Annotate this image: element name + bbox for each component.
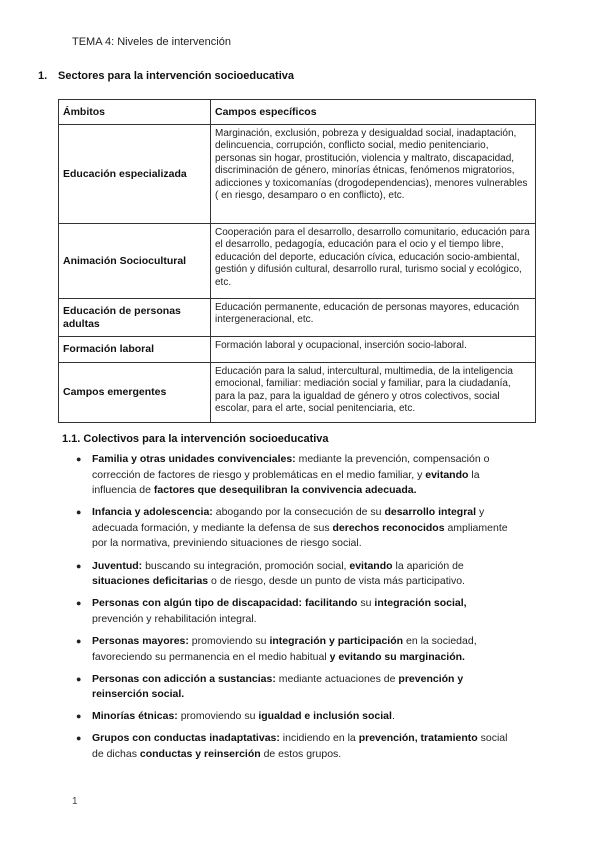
text: incidiendo en la	[279, 732, 359, 745]
bold-text: factores que desequilibran la convivencia adecuada.	[153, 484, 417, 497]
text: la influencia de	[92, 468, 480, 497]
bullet-icon: ●	[76, 733, 82, 744]
bold-text: situaciones deficitarias	[92, 575, 209, 588]
text: la aparición de	[392, 559, 464, 572]
text: su	[357, 597, 375, 610]
table-row	[59, 299, 536, 337]
text: .	[391, 710, 395, 723]
table-header-row	[59, 100, 536, 125]
text: y adecuada formación, y mediante la defensa de sus	[92, 506, 485, 534]
campos-cell: Marginación, exclusión, pobreza y desigualdad social, inadaptación, delincuencia, corrupción, conflicto social, medio penitenciario, personas sin hogar, prostitución, violencia y maltrato, discapacidad, discriminación de género, minorías étnicas, fenómenos migratorios, adicciones y toxicomanías (drogodependencias), menores vulnerables ( en riesgo, desamparo o en conflicto), etc.	[211, 125, 536, 224]
bullet-icon: ●	[76, 598, 82, 609]
ambito-cell: Formación laboral	[59, 337, 211, 363]
list-item	[0, 505, 600, 552]
list-item	[0, 559, 600, 590]
table-row	[59, 125, 536, 224]
bold-text: evitando	[349, 559, 393, 572]
text: promoviendo su	[188, 634, 270, 647]
bullet-icon: ●	[76, 560, 82, 571]
page-number: 1	[72, 796, 78, 807]
bold-text: Personas con adicción a sustancias:	[92, 672, 276, 685]
bold-text: desarrollo integral	[384, 506, 477, 519]
text: buscando su integración, promoción social,	[142, 559, 350, 572]
table-row	[59, 224, 536, 299]
list-item	[0, 596, 600, 627]
sectors-table	[58, 99, 536, 423]
bold-text: Personas mayores:	[92, 634, 189, 647]
bold-text: prevención y reinserción social.	[92, 672, 464, 701]
bold-text: Grupos con conductas inadaptativas:	[92, 732, 280, 745]
text: promoviendo su	[177, 710, 259, 723]
bullet-icon: ●	[76, 454, 82, 464]
ambito-cell: Educación especializada	[59, 125, 211, 224]
bold-text: derechos reconocidos	[332, 521, 445, 534]
text: mediante actuaciones de	[275, 672, 399, 685]
text: ampliamente por la normativa, previniendo situaciones de riesgo social.	[92, 521, 508, 550]
list-item	[0, 452, 600, 499]
list-item	[0, 709, 600, 725]
bold-text: Minorías étnicas:	[92, 710, 178, 723]
bullet-icon: ●	[76, 635, 82, 646]
collectives-list	[0, 452, 600, 769]
text: de estos grupos.	[260, 748, 342, 760]
bold-text: integración y participación	[269, 634, 404, 647]
bold-text: prevención, tratamiento	[358, 732, 478, 745]
bold-text: evitando	[425, 468, 469, 481]
section-heading-sectores	[38, 70, 294, 82]
bullet-icon: ●	[76, 711, 82, 722]
bold-text: integración social,	[374, 597, 467, 610]
bold-text: Infancia y adolescencia:	[92, 506, 213, 519]
subsection-heading-colectivos: 1.1. Colectivos para la intervención socioeducativa	[62, 433, 329, 445]
text: prevención y rehabilitación integral.	[92, 612, 257, 625]
ambito-cell: Educación de personas adultas	[59, 299, 211, 337]
table-row	[59, 363, 536, 423]
section-number: 1.	[38, 70, 48, 82]
text: abogando por la consecución de su	[212, 506, 385, 519]
table-row	[59, 337, 536, 363]
ambito-cell: Campos emergentes	[59, 363, 211, 423]
text: o de riesgo, desde un punto de vista más participativo.	[208, 575, 465, 588]
campos-cell: Cooperación para el desarrollo, desarrollo comunitario, educación para el desarrollo, pedagogía, educación para el ocio y el tiempo libre, educación del deporte, educación cívica, educación socio-ambiental, gestión y difusión cultural, desarrollo rural, turismo social y ecológico, etc.	[211, 224, 536, 299]
bold-text: y evitando su marginación.	[329, 650, 465, 663]
document-header-title: TEMA 4: Niveles de intervención	[72, 36, 231, 48]
campos-cell: Educación permanente, educación de personas mayores, educación intergeneracional, etc.	[211, 299, 536, 337]
bold-text: Familia y otras unidades convivenciales:	[92, 453, 296, 465]
column-header-campos: Campos específicos	[211, 100, 536, 125]
list-item	[0, 634, 600, 665]
list-item	[0, 731, 600, 762]
campos-cell: Educación para la salud, intercultural, multimedia, de la inteligencia emocional, familiar: mediación social y familiar, para la ciudadanía, para la paz, para la igualdad de género y otros colectivos, social escolar, para el arte, social penitenciaria, etc.	[211, 363, 536, 423]
bold-text: igualdad e inclusión social	[258, 710, 392, 723]
section-title: Sectores para la intervención socioeducativa	[58, 70, 294, 82]
campos-cell: Formación laboral y ocupacional, inserción socio-laboral.	[211, 337, 536, 363]
bullet-icon: ●	[76, 507, 82, 518]
ambito-cell: Animación Sociocultural	[59, 224, 211, 299]
text: mediante la prevención, compensación o corrección de factores de riesgo y problemáticas en el medio familiar, y	[92, 453, 490, 481]
bold-text: conductas y reinserción	[139, 748, 261, 760]
text: en la sociedad, favoreciendo su permanencia en el medio habitual	[92, 634, 477, 663]
bold-text: Personas con algún tipo de discapacidad: facilitando	[92, 597, 358, 610]
column-header-ambitos: Ámbitos	[59, 100, 211, 125]
bold-text: Juventud:	[92, 559, 143, 572]
list-item	[0, 672, 600, 703]
bullet-icon: ●	[76, 673, 82, 684]
text: social de dichas	[92, 732, 508, 760]
